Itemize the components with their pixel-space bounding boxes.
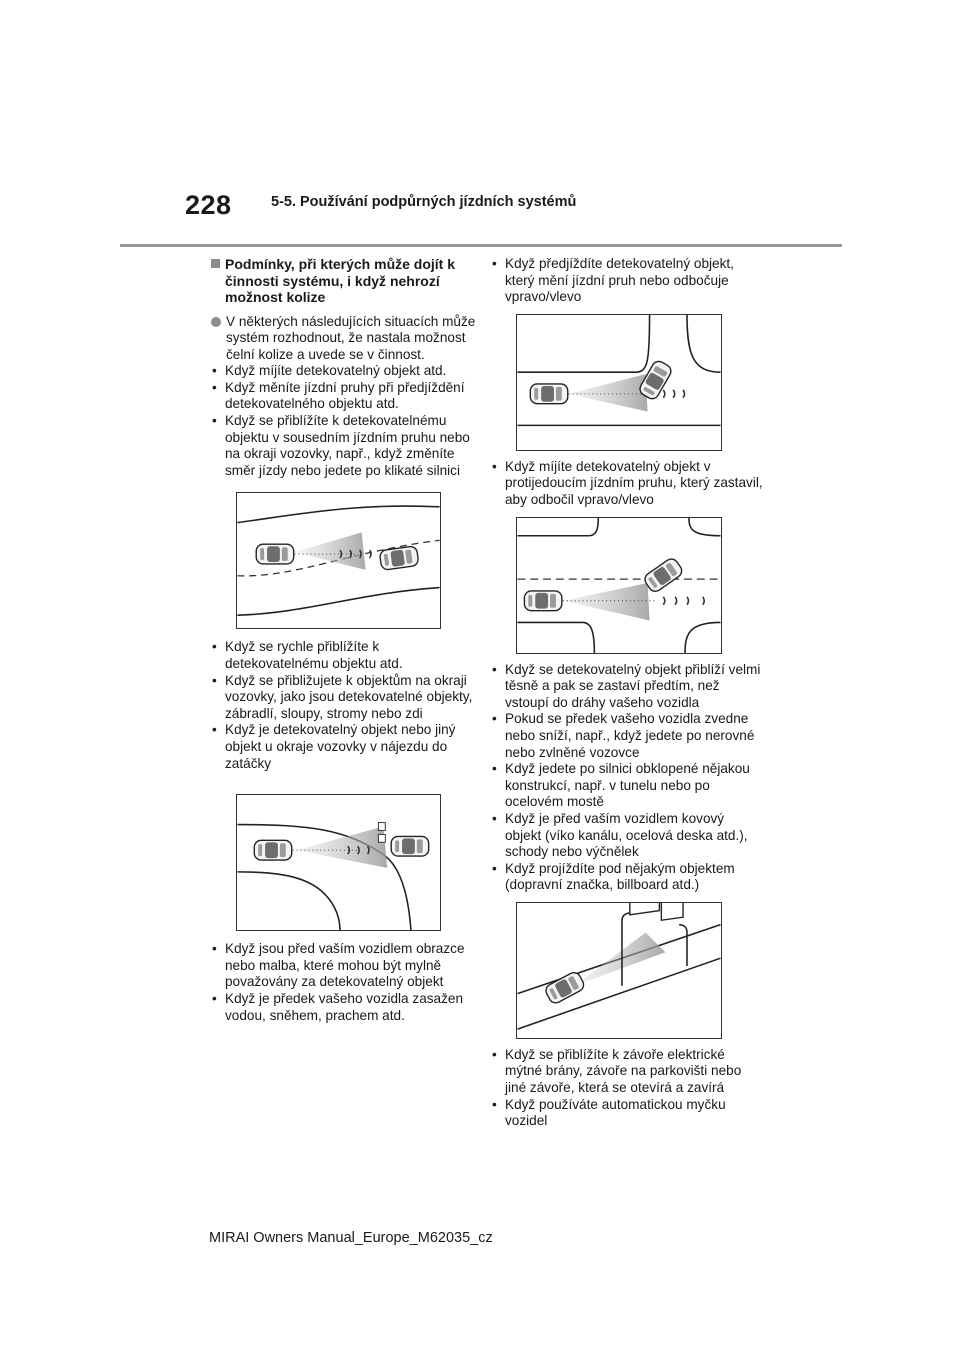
- list-item: • Když se detekovatelný objekt přiblíží velmi těsně a pak se zastaví předtím, než vstoupí do dráhy vašeho vozidla: [491, 662, 763, 712]
- list-item: • Když jsou před vaším vozidlem obrazce nebo malba, které mohou být mylně považovány za detekovatelný objekt: [209, 941, 477, 991]
- lead-paragraph: [209, 314, 477, 364]
- circle-bullet-icon: [211, 317, 221, 327]
- lead-text: V některých následujících situacích může systém rozhodnout, že nastala možnost čelní kolize a uvede se v činnost.: [226, 313, 476, 362]
- bullet-list-7: [491, 1047, 763, 1130]
- column-left: [209, 256, 477, 1024]
- list-item: • Když se přiblížíte k závoře elektrické mýtné brány, závoře na parkovišti nebo jiné závoře, která se otevírá a zavírá: [491, 1047, 763, 1097]
- bullet-list-5: [491, 459, 763, 509]
- list-item: • Když projíždíte pod nějakým objektem (dopravní značka, billboard atd.): [491, 861, 763, 894]
- bullet-list-2: [209, 639, 477, 772]
- list-item: • Když předjíždíte detekovatelný objekt, který mění jízdní pruh nebo odbočuje vpravo/vlevo: [491, 256, 763, 306]
- bullet-list-3: [209, 941, 477, 1024]
- list-item: • Když používáte automatickou myčku vozidel: [491, 1097, 763, 1130]
- footer-text: MIRAI Owners Manual_Europe_M62035_cz: [209, 1230, 493, 1246]
- list-item: • Když jedete po silnici obklopené nějakou konstrukcí, např. v tunelu nebo po ocelovém mostě: [491, 761, 763, 811]
- list-item: • Když se přibližujete k objektům na okraji vozovky, jako jsou detekovatelné objekty, zábradlí, sloupy, stromy nebo zdi: [209, 673, 477, 723]
- list-item: • Když je předek vašeho vozidla zasažen vodou, sněhem, prachem atd.: [209, 991, 477, 1024]
- illustration-oncoming-turning: [516, 517, 722, 654]
- page-number: 228: [185, 190, 232, 220]
- list-item: • Když je detekovatelný objekt nebo jiný objekt u okraje vozovky v nájezdu do zatáčky: [209, 722, 477, 772]
- list-item: • Když se rychle přiblížíte k detekovatelnému objektu atd.: [209, 639, 477, 672]
- illustration-curve-entry: [236, 794, 441, 931]
- section-heading: [209, 256, 477, 306]
- illustration-curvy-road: [236, 492, 441, 629]
- bullet-list-1: [209, 363, 477, 479]
- chapter-title: 5-5. Používání podpůrných jízdních systémů: [271, 194, 577, 210]
- bullet-list-4: [491, 256, 763, 306]
- list-item: • Když je před vaším vozidlem kovový objekt (víko kanálu, ocelová deska atd.), schody nebo výčnělek: [491, 811, 763, 861]
- section-heading-text: Podmínky, při kterých může dojít k činnosti systému, i když nehrozí možnost kolize: [225, 256, 456, 305]
- list-item: • Pokud se předek vašeho vozidla zvedne nebo sníží, např., když jedete po nerovné nebo zvlněné vozovce: [491, 711, 763, 761]
- illustration-overhead-sign: [516, 902, 722, 1039]
- list-item: • Když míjíte detekovatelný objekt v protijedoucím jízdním pruhu, který zastavil, aby odbočil vpravo/vlevo: [491, 459, 763, 509]
- bullet-list-6: [491, 662, 763, 894]
- column-right: [491, 256, 763, 1130]
- list-item: • Když se přiblížíte k detekovatelnému objektu v sousedním jízdním pruhu nebo na okraji vozovky, např., když změníte směr jízdy nebo jedete po klikaté silnici: [209, 413, 477, 479]
- list-item: • Když míjíte detekovatelný objekt atd.: [209, 363, 477, 380]
- header-rule: [120, 244, 842, 247]
- illustration-overtaking-turning: [516, 314, 722, 451]
- list-item: • Když měníte jízdní pruhy při předjíždění detekovatelného objektu atd.: [209, 380, 477, 413]
- square-bullet-icon: [211, 259, 220, 268]
